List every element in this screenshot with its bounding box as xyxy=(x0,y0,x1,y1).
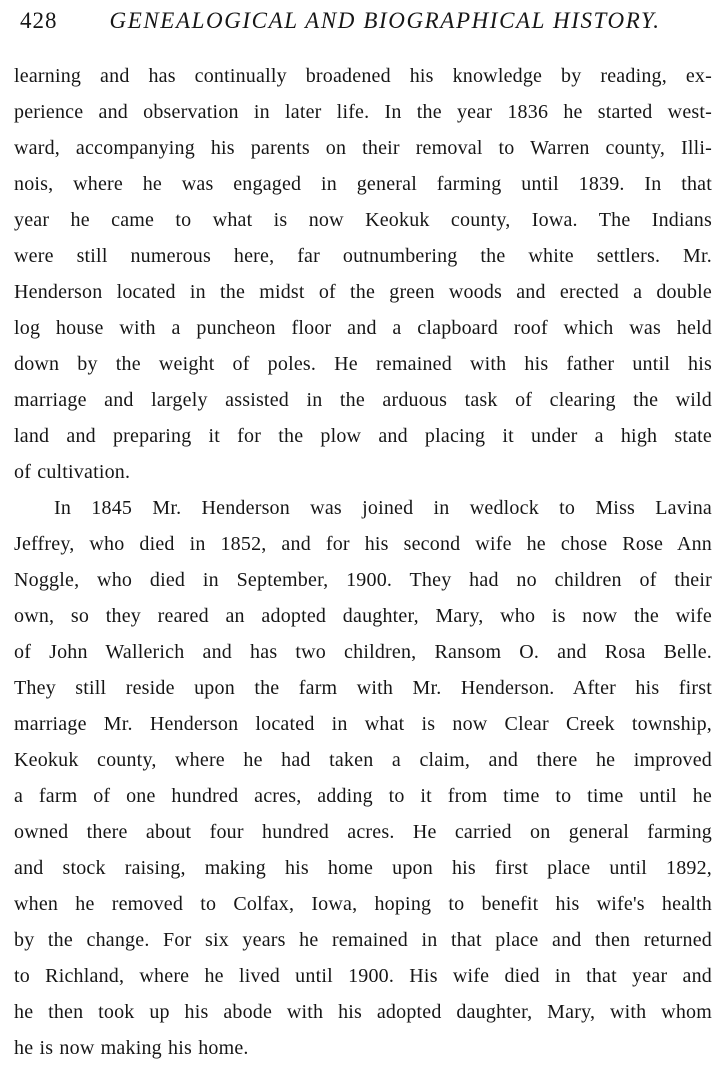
paragraph xyxy=(14,490,712,1066)
text-line: of cultivation. xyxy=(14,461,131,483)
text-line: by the change. For six years he remained in that place and then returned xyxy=(14,929,712,951)
text-line: owned there about four hundred acres. He carried on general farming xyxy=(14,821,712,843)
text-line: when he removed to Colfax, Iowa, hoping to benefit his wife's health xyxy=(14,893,712,915)
text-line: ward, accompanying his parents on their removal to Warren county, Illi- xyxy=(14,137,712,159)
page-body xyxy=(0,58,724,1066)
text-line: a farm of one hundred acres, adding to it from time to time until he xyxy=(14,785,712,807)
text-line: log house with a puncheon floor and a clapboard roof which was held xyxy=(14,317,712,339)
text-line: down by the weight of poles. He remained with his father until his xyxy=(14,353,712,375)
text-line: They still reside upon the farm with Mr. Henderson. After his first xyxy=(14,677,712,699)
text-line: In 1845 Mr. Henderson was joined in wedlock to Miss Lavina xyxy=(54,497,712,519)
text-line: Noggle, who died in September, 1900. They had no children of their xyxy=(14,569,712,591)
text-line: marriage and largely assisted in the arduous task of clearing the wild xyxy=(14,389,712,411)
text-line: were still numerous here, far outnumbering the white settlers. Mr. xyxy=(14,245,712,267)
text-line: Henderson located in the midst of the green woods and erected a double xyxy=(14,281,712,303)
text-line: he then took up his abode with his adopted daughter, Mary, with whom xyxy=(14,1001,712,1023)
text-line: of John Wallerich and has two children, Ransom O. and Rosa Belle. xyxy=(14,641,712,663)
text-line: own, so they reared an adopted daughter, Mary, who is now the wife xyxy=(14,605,712,627)
paragraph xyxy=(14,58,712,490)
text-line: he is now making his home. xyxy=(14,1037,249,1059)
text-line: and stock raising, making his home upon his first place until 1892, xyxy=(14,857,712,879)
text-line: perience and observation in later life. In the year 1836 he started west- xyxy=(14,101,712,123)
text-line: marriage Mr. Henderson located in what is now Clear Creek township, xyxy=(14,713,712,735)
text-line: land and preparing it for the plow and placing it under a high state xyxy=(14,425,712,447)
text-line: Keokuk county, where he had taken a claim, and there he improved xyxy=(14,749,712,771)
text-line: nois, where he was engaged in general farming until 1839. In that xyxy=(14,173,712,195)
text-line: Jeffrey, who died in 1852, and for his second wife he chose Rose Ann xyxy=(14,533,712,555)
text-line: to Richland, where he lived until 1900. His wife died in that year and xyxy=(14,965,712,987)
text-line: learning and has continually broadened his knowledge by reading, ex- xyxy=(14,65,712,87)
running-header xyxy=(0,0,724,34)
text-line: year he came to what is now Keokuk county, Iowa. The Indians xyxy=(14,209,712,231)
running-header-title: GENEALOGICAL AND BIOGRAPHICAL HISTORY. xyxy=(109,8,661,33)
page-number: 428 xyxy=(20,8,58,33)
